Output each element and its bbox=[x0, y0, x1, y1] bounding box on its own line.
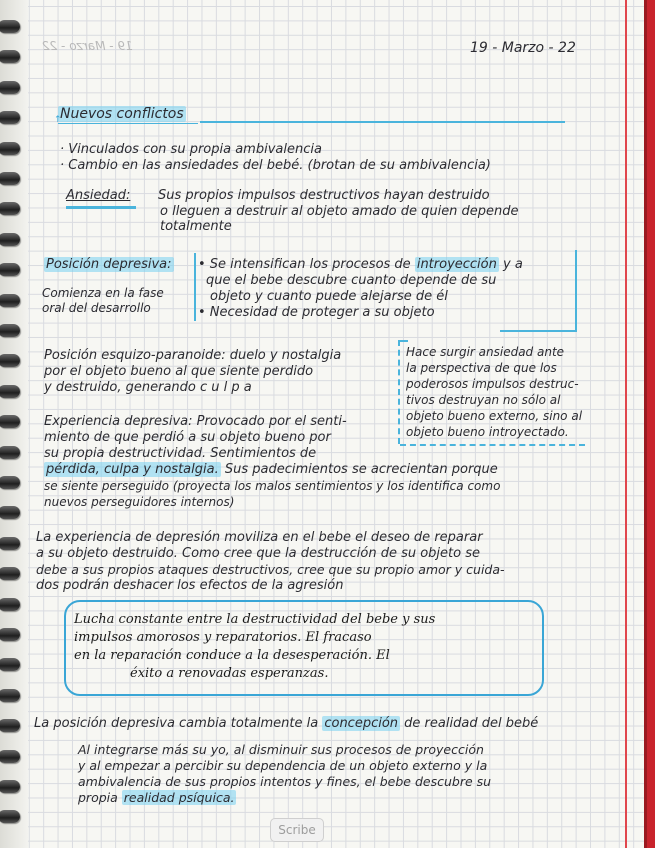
quote-line: en la reparación conduce a la desesperación. El bbox=[74, 648, 390, 663]
binding-ring bbox=[0, 172, 20, 185]
page-date: 19 - Marzo - 22 bbox=[470, 40, 576, 56]
binding-ring bbox=[0, 719, 20, 732]
binding-ring bbox=[0, 628, 20, 641]
binding-ring bbox=[0, 476, 20, 489]
binding-ring bbox=[0, 689, 20, 702]
binding-ring bbox=[0, 750, 20, 763]
esquizo-line: Posición esquizo-paranoide: duelo y nostalgia bbox=[44, 348, 342, 363]
binding-ring bbox=[0, 446, 20, 459]
binding-ring bbox=[0, 20, 20, 33]
side-note: Comienza en la fase bbox=[42, 286, 164, 300]
bullet-item: · Cambio en las ansiedades del bebé. (brotan de su ambivalencia) bbox=[60, 158, 491, 173]
binding-ring bbox=[0, 111, 20, 124]
experiencia-line: Experiencia depresiva: Provocado por el senti- bbox=[44, 414, 347, 429]
red-margin-line bbox=[625, 0, 627, 848]
esquizo-line: y destruido, generando c u l p a bbox=[44, 380, 252, 395]
cambio-line: ambivalencia de sus propios intentos y fines, el bebe descubre su bbox=[78, 774, 492, 789]
posicion-depresiva-label: Posición depresiva: bbox=[46, 257, 172, 272]
binding-ring bbox=[0, 537, 20, 550]
ansiedad-line: totalmente bbox=[160, 219, 232, 234]
notebook-cover-edge bbox=[647, 0, 655, 848]
binding-ring bbox=[0, 415, 20, 428]
ansiedad-label: Ansiedad: bbox=[66, 188, 131, 203]
binding-ring bbox=[0, 354, 20, 367]
reparar-line: La experiencia de depresión moviliza en el bebe el deseo de reparar bbox=[36, 530, 483, 545]
binding-ring bbox=[0, 658, 20, 671]
experiencia-line: se siente perseguido (proyecta los malos sentimientos y los identifica como bbox=[44, 479, 501, 493]
quote-line: impulsos amorosos y reparatorios. El fracaso bbox=[74, 630, 372, 645]
esquizo-line: por el objeto bueno al que siente perdido bbox=[44, 364, 314, 379]
side-note: oral del desarrollo bbox=[42, 301, 151, 315]
experiencia-line: su propia destructividad. Sentimientos de bbox=[44, 446, 317, 461]
binding-ring bbox=[0, 142, 20, 155]
binding-ring bbox=[0, 780, 20, 793]
bleed-through-text: 19 - Marzo - 22 bbox=[42, 39, 133, 53]
experiencia-line: nuevos perseguidores internos) bbox=[44, 495, 235, 509]
title-underline bbox=[200, 121, 565, 123]
binding-ring bbox=[0, 81, 20, 94]
boxed-note-line: poderosos impulsos destruc- bbox=[406, 377, 579, 391]
binding-ring bbox=[0, 324, 20, 337]
ansiedad-line: Sus propios impulsos destructivos hayan destruido bbox=[158, 188, 490, 203]
boxed-note-line: Hace surgir ansiedad ante bbox=[406, 345, 565, 359]
binding-ring bbox=[0, 567, 20, 580]
reparar-line: dos podrán deshacer los efectos de la agresión bbox=[36, 578, 344, 593]
binding-ring bbox=[0, 202, 20, 215]
scribe-logo: Scribe bbox=[270, 818, 324, 842]
cambio-line: y al empezar a percibir su dependencia de un objeto externo y la bbox=[78, 758, 488, 773]
reparar-line: a su objeto destruido. Como cree que la destrucción de su objeto se bbox=[36, 546, 480, 561]
boxed-note-line: objeto bueno introyectado. bbox=[406, 425, 569, 439]
quote-line: Lucha constante entre la destructividad del bebe y sus bbox=[74, 612, 436, 627]
binding-ring bbox=[0, 263, 20, 276]
boxed-note-line: objeto bueno externo, sino al bbox=[406, 409, 583, 423]
binding-ring bbox=[0, 385, 20, 398]
depresiva-line: objeto y cuanto puede alejarse de él bbox=[210, 289, 448, 304]
binding-ring bbox=[0, 50, 20, 63]
reparar-line: debe a sus propios ataques destructivos, cree que su propio amor y cuida- bbox=[36, 562, 505, 577]
notebook-page: 19 - Marzo - 22 19 - Marzo - 22 Nuevos conflictos ↑ · Vinculados con su propia ambivalencia · Cambio en las ansiedades del bebé. (brotan de su ambivalencia) Ansiedad: Sus propios impulsos destructivos hayan destruido o lleguen a destruir al objeto amado de quien depende totalmente Posición depresiva: • Se intensifican los procesos de introyección y a que el bebe descubre cuanto depende de su objeto y cuanto puede alejarse de él • Necesidad de proteger a su objeto Comienza en la fase oral del desarrollo Hace surgir ansiedad ante la perspectiva de que los poderosos impulsos destruc- tivos destruyan no sólo al objeto bueno externo, sino al objeto bueno introyectado. Posición esquizo-paranoide: duelo y nostalgia por el objeto bueno al que siente perdido y destruido, generando c u l p a Experiencia depresiva: Provocado por el senti- miento de que perdió a su objeto bueno por su propia destructividad. Sentimientos de pérdida, culpa y nostalgia. Sus padecimientos se acrecientan porque se siente perseguido (proyecta los malos sentimientos y los identifica como nuevos perseguidores internos) La experiencia de depresión moviliza en el bebe el deseo de reparar a su objeto destruido. Como cree que la destrucción de su objeto se debe a sus propios ataques destructivos, cree que su propio amor y cuida- dos podrán deshacer los efectos de la agresión Lucha constante entre la destructividad del bebe y sus impulsos amorosos y reparatorios. El fracaso en la reparación conduce a la desesperación. El éxito a renovadas esperanzas. La posición depresiva cambia totalmente la concepción de realidad del bebé Al integrarse más su yo, al disminuir sus procesos de proyección y al empezar a percibir su dependencia de un objeto externo y la ambivalencia de sus propios intentos y fines, el bebe descubre su propia realidad psíquica. Scribe bbox=[0, 0, 655, 848]
binding-ring bbox=[0, 810, 20, 823]
boxed-note-line: la perspectiva de que los bbox=[406, 361, 557, 375]
experiencia-line: miento de que perdió a su objeto bueno por bbox=[44, 430, 331, 445]
binding-ring bbox=[0, 294, 20, 307]
binding-ring bbox=[0, 598, 20, 611]
ansiedad-line: o lleguen a destruir al objeto amado de quien depende bbox=[160, 204, 519, 219]
section-title: Nuevos conflictos bbox=[60, 106, 184, 122]
binding-ring bbox=[0, 233, 20, 246]
binding-ring bbox=[0, 506, 20, 519]
quote-line: éxito a renovadas esperanzas. bbox=[130, 666, 329, 681]
depresiva-line: • Necesidad de proteger a su objeto bbox=[198, 305, 435, 320]
depresiva-line: • Se intensifican los procesos de introyección y a bbox=[198, 257, 523, 272]
depresiva-line: que el bebe descubre cuanto depende de su bbox=[206, 273, 497, 288]
cambio-line: propia realidad psíquica. bbox=[78, 790, 235, 805]
cambio-line: Al integrarse más su yo, al disminuir sus procesos de proyección bbox=[78, 742, 484, 757]
cambio-heading: La posición depresiva cambia totalmente la concepción de realidad del bebé bbox=[34, 716, 539, 731]
experiencia-line: pérdida, culpa y nostalgia. Sus padecimientos se acrecientan porque bbox=[46, 462, 498, 477]
boxed-note-line: tivos destruyan no sólo al bbox=[406, 393, 561, 407]
bullet-item: · Vinculados con su propia ambivalencia bbox=[60, 142, 322, 157]
